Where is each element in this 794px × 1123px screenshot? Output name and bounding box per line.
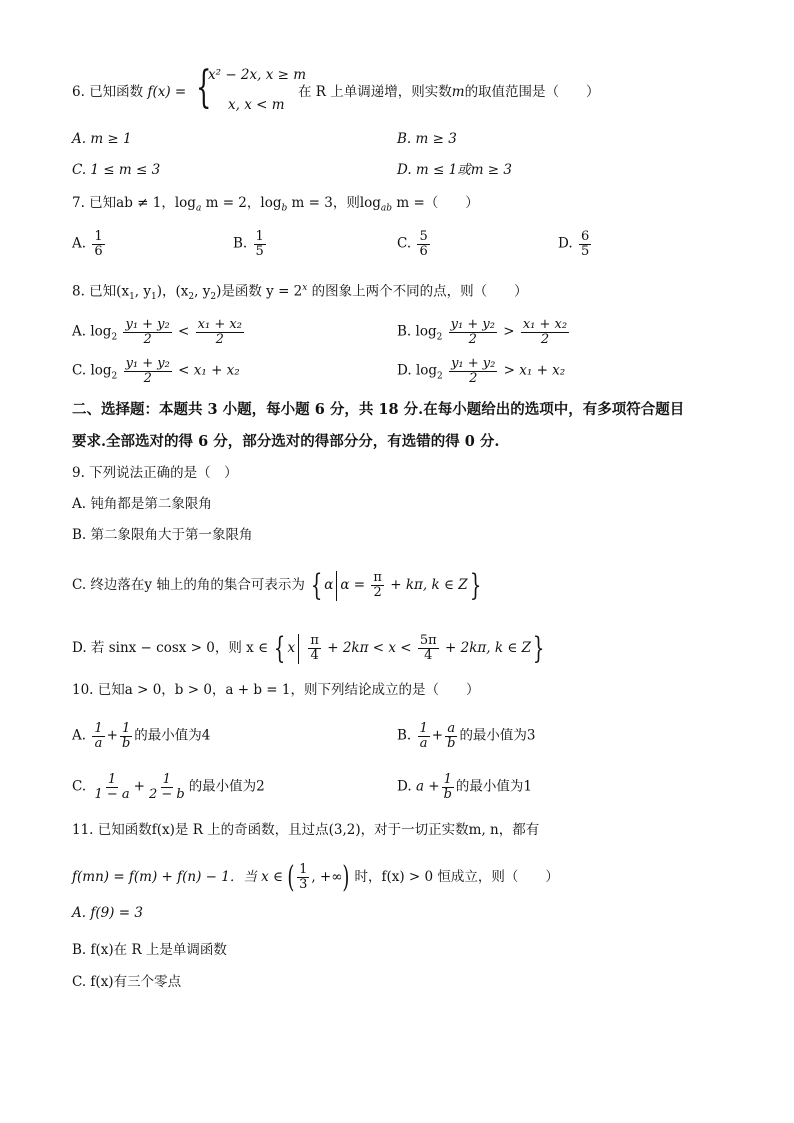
fraction: $\frac{\pi}{4}$ xyxy=(310,633,319,663)
fraction: $\frac{1}{b}$ xyxy=(121,721,131,751)
fraction: $\frac{\text{y₁ + y₂}}{2}$ xyxy=(125,356,170,386)
fraction: $\frac{5}{6}$ xyxy=(419,229,428,259)
q10-option-b: B. $\frac{1}{a}$ + $\frac{a}{b}$ 的最小值为3 xyxy=(397,721,536,751)
q8-stem: 8. 已知($x_1$, $y_1$)，($x_2$, $y_2$)是函数 $y = 2^x$ 的图象上两个不同的点，则（ ） xyxy=(72,283,528,303)
fraction: $\frac{\text{y₁ + y₂}}{2}$ xyxy=(451,356,496,386)
q7-option-b: B. $\frac{1}{5}$ xyxy=(233,229,264,259)
fraction: $\frac{\text{x₁ + x₂}}{2}$ xyxy=(197,317,242,347)
q10-stem: 10. 已知a > 0，b > 0，a + b = 1，则下列结论成立的是（ ） xyxy=(72,682,480,698)
fraction: $\frac{1}{b}$ xyxy=(443,772,452,802)
q6-case2: x, x < m xyxy=(228,97,285,113)
q7-option-d: D. $\frac{6}{5}$ xyxy=(558,229,590,259)
fraction: $\frac{1}{a}$ xyxy=(94,721,103,751)
q11-stem: 11. 已知函数f(x)是 R 上的奇函数，且过点(3,2)，对于一切正实数m, n，都有 xyxy=(72,822,540,838)
section-2-heading-line1: 二、选择题：本题共 3 小题，每小题 6 分，共 18 分.在每小题给出的选项中，有多项符合题目 xyxy=(72,401,685,418)
fraction: $\frac{\text{x₁ + x₂}}{2}$ xyxy=(522,317,568,347)
q6-option-b: B. m ≥ 3 xyxy=(397,131,457,147)
q6-number: 6. xyxy=(72,84,85,100)
q6-stem xyxy=(72,84,186,102)
q6-option-d: D. m ≤ 1或m ≥ 3 xyxy=(397,162,512,178)
fraction: $\frac{1}{a}$ xyxy=(419,721,428,751)
q6-prefix: 已知函数 xyxy=(89,84,144,100)
q7-stem: 7. 已知ab ≠ 1，$\log_a m = 2$，$\log_b m = 3$，则$\log_{ab} m$ =（ ） xyxy=(72,195,479,214)
q7-option-c: C. $\frac{5}{6}$ xyxy=(397,229,428,259)
q8-option-a: A. $\log_2$ $\frac{\text{y₁ + y₂}}{2}$ < $\frac{\text{x₁ + x₂}}{2}$ xyxy=(72,317,242,347)
fraction: $\frac{\text{y₁ + y₂}}{2}$ xyxy=(125,317,170,347)
q6-function: f(x) = xyxy=(147,84,187,100)
fraction: $\frac{1}{2 - b}$ xyxy=(148,772,185,802)
fraction: $\frac{1}{1 - a}$ xyxy=(94,772,130,802)
q6-brace: { xyxy=(196,62,212,113)
fraction: $\frac{\text{y₁ + y₂}}{2}$ xyxy=(450,317,495,347)
q11-option-c: C. f(x)有三个零点 xyxy=(72,974,182,990)
q6-option-c: C. 1 ≤ m ≤ 3 xyxy=(72,162,161,178)
q11-option-a: A. f(9) = 3 xyxy=(72,905,143,921)
q7-option-a: A. $\frac{1}{6}$ xyxy=(72,229,103,259)
q8-option-c: C. $\log_2$ $\frac{\text{y₁ + y₂}}{2}$ < x₁ + x₂ xyxy=(72,356,240,386)
fraction: $\frac{1}{6}$ xyxy=(94,229,103,259)
fraction: $\frac{a}{b}$ xyxy=(447,721,456,751)
fraction: $\frac{5\pi}{4}$ xyxy=(419,633,437,663)
q9-option-a: A. 钝角都是第二象限角 xyxy=(72,496,212,512)
section-2-heading-line2: 要求.全部选对的得 6 分，部分选对的得部分分，有选错的得 0 分. xyxy=(72,433,500,450)
q8-option-d: D. $\log_2$ $\frac{\text{y₁ + y₂}}{2}$ > x₁ + x₂ xyxy=(397,356,566,386)
q9-option-d: D. 若 sinx − cosx > 0，则 x ∈ { x $\frac{\pi}{4}$ + 2kπ < x < $\frac{5\pi}{4}$ + 2kπ, k ∈ Z} xyxy=(72,631,545,666)
q10-option-a: A. $\frac{1}{a}$ + $\frac{1}{b}$ 的最小值为4 xyxy=(72,721,211,751)
q6-case1: x² − 2x, x ≥ m xyxy=(208,67,307,83)
q11-condition: f(mn) = f(m) + f(n) − 1．当 x ∈ ( $\frac{1}{3}$ , +∞) 时，f(x) > 0 恒成立，则（ ） xyxy=(72,860,559,895)
fraction: $\frac{\pi}{2}$ xyxy=(373,570,382,600)
q8-option-b: B. $\log_2$ $\frac{\text{y₁ + y₂}}{2}$ > $\frac{\text{x₁ + x₂}}{2}$ xyxy=(397,317,568,347)
q11-option-b: B. f(x)在 R 上是单调函数 xyxy=(72,942,227,958)
q9-stem: 9. 下列说法正确的是（ ） xyxy=(72,465,238,481)
q6-option-a: A. m ≥ 1 xyxy=(72,131,132,147)
q10-option-d: D. a + $\frac{1}{b}$ 的最小值为1 xyxy=(397,772,533,802)
fraction: $\frac{6}{5}$ xyxy=(580,229,590,259)
q10-option-c: C. $\frac{1}{1 - a}$ + $\frac{1}{2 - b}$ 的最小值为2 xyxy=(72,772,265,802)
fraction: $\frac{1}{3}$ xyxy=(299,862,308,892)
q6-suffix: 在 R 上单调递增，则实数m的取值范围是（ ） xyxy=(298,84,600,100)
fraction: $\frac{1}{5}$ xyxy=(255,229,264,259)
q9-option-b: B. 第二象限角大于第一象限角 xyxy=(72,527,253,543)
q9-option-c: C. 终边落在y 轴上的角的集合可表示为 { α α = $\frac{\pi}{2}$ + kπ, k ∈ Z} xyxy=(72,568,481,603)
